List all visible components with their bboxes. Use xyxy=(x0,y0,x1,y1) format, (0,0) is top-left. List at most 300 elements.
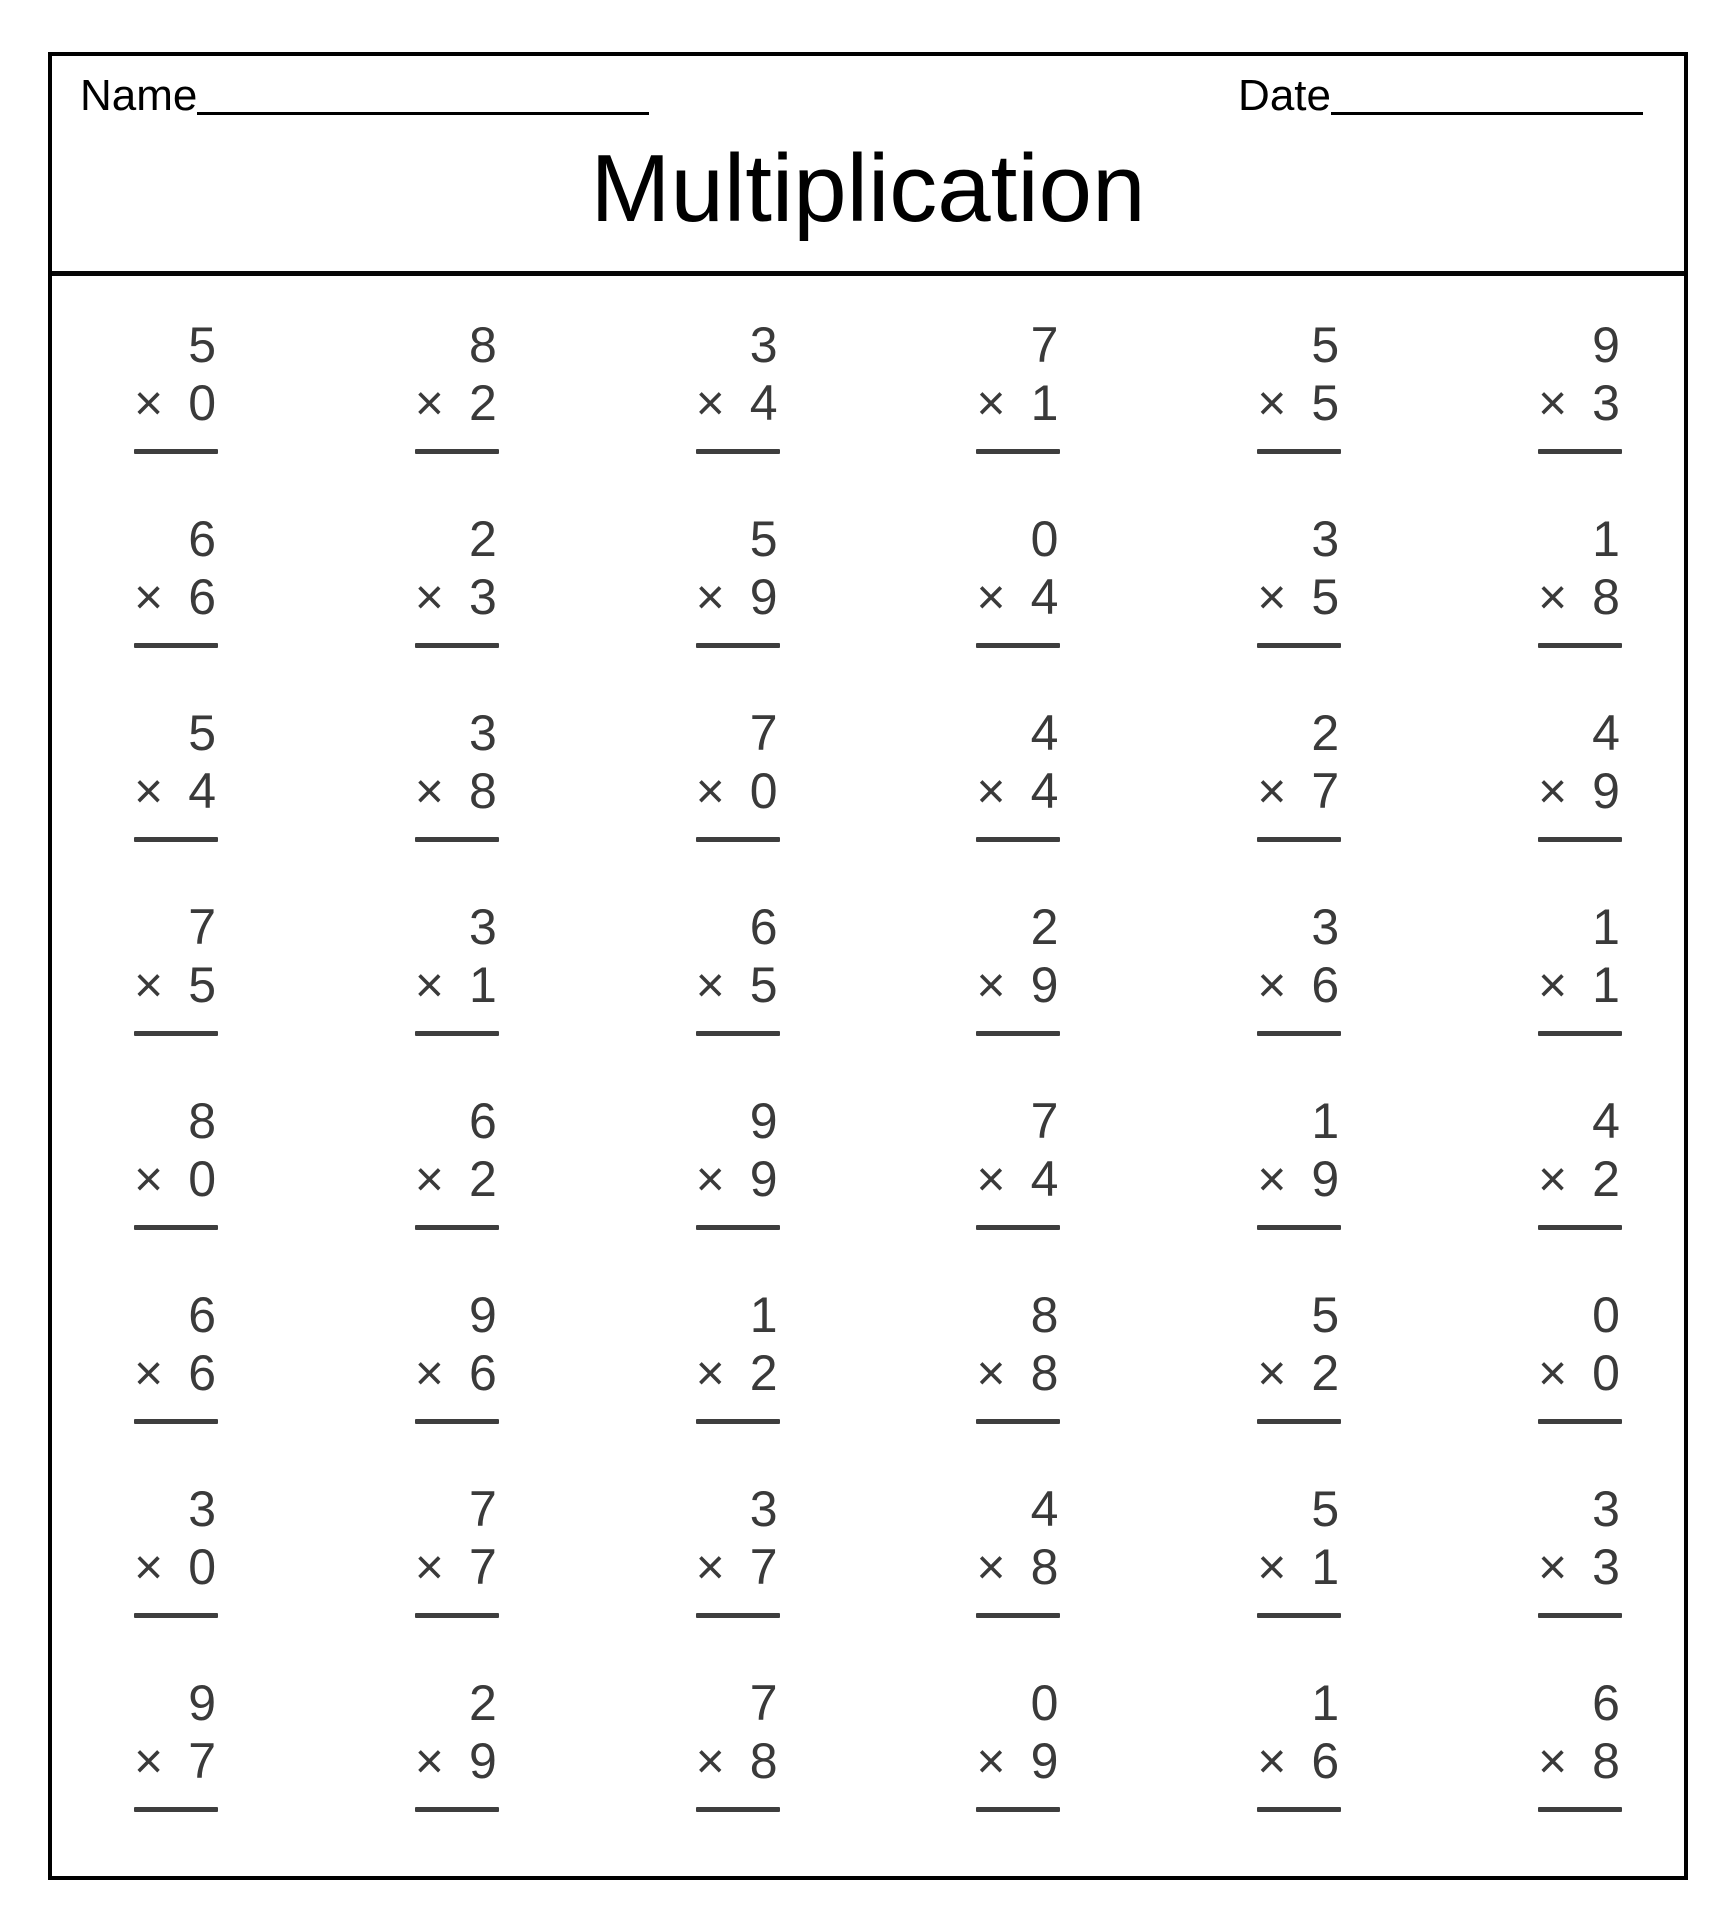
bottom-operand: 1 xyxy=(1030,375,1059,431)
top-operand: 7 xyxy=(1030,1093,1059,1149)
answer-line xyxy=(1257,1613,1341,1618)
answer-line xyxy=(134,1225,218,1230)
answer-line xyxy=(1538,837,1622,842)
times-sign: × xyxy=(695,1539,725,1595)
bottom-row xyxy=(1257,1732,1341,1790)
bottom-row xyxy=(134,762,218,820)
answer-line xyxy=(976,1807,1060,1812)
bottom-row xyxy=(1257,1150,1341,1208)
times-sign: × xyxy=(695,1151,725,1207)
bottom-row xyxy=(415,1344,499,1402)
bottom-operand: 9 xyxy=(1030,1733,1059,1789)
bottom-operand: 6 xyxy=(188,569,216,625)
bottom-row xyxy=(415,762,499,820)
bottom-operand: 4 xyxy=(1030,1151,1059,1207)
answer-line xyxy=(415,449,499,454)
problem-r8-c1 xyxy=(134,1674,218,1868)
problem-r5-c1 xyxy=(134,1092,218,1286)
bottom-row xyxy=(134,1150,218,1208)
problem-r8-c6 xyxy=(1538,1674,1622,1868)
bottom-row xyxy=(134,374,218,432)
times-sign: × xyxy=(1257,569,1287,625)
top-operand: 0 xyxy=(1030,1675,1059,1731)
answer-line xyxy=(696,1225,780,1230)
problem-r2-c6 xyxy=(1538,510,1622,704)
top-operand: 2 xyxy=(468,511,497,567)
bottom-row xyxy=(415,1538,499,1596)
top-operand: 5 xyxy=(749,511,778,567)
answer-line xyxy=(1538,1613,1622,1618)
problem-r8-c4 xyxy=(976,1674,1060,1868)
answer-line xyxy=(1257,449,1341,454)
times-sign: × xyxy=(134,957,164,1013)
answer-line xyxy=(1257,1807,1341,1812)
problem-r1-c1 xyxy=(134,316,218,510)
bottom-operand: 1 xyxy=(1592,957,1620,1013)
bottom-operand: 5 xyxy=(1311,375,1340,431)
top-operand: 6 xyxy=(188,1287,216,1343)
problem-r4-c1 xyxy=(134,898,218,1092)
times-sign: × xyxy=(1537,1539,1568,1595)
bottom-row xyxy=(976,1150,1060,1208)
bottom-row xyxy=(696,762,780,820)
times-sign: × xyxy=(976,1539,1006,1595)
bottom-row xyxy=(976,568,1060,626)
answer-line xyxy=(134,643,218,648)
top-operand: 3 xyxy=(188,1481,216,1537)
problem-r5-c3 xyxy=(696,1092,780,1286)
bottom-operand: 9 xyxy=(1030,957,1059,1013)
answer-line xyxy=(976,1419,1060,1424)
problem-r5-c5 xyxy=(1257,1092,1341,1286)
bottom-operand: 9 xyxy=(749,569,778,625)
name-blank-line xyxy=(197,112,649,115)
answer-line xyxy=(696,1419,780,1424)
times-sign: × xyxy=(976,1733,1006,1789)
times-sign: × xyxy=(414,1539,444,1595)
bottom-row xyxy=(1538,1538,1622,1596)
answer-line xyxy=(134,1419,218,1424)
bottom-operand: 7 xyxy=(188,1733,216,1789)
times-sign: × xyxy=(1257,1151,1287,1207)
problem-r8-c2 xyxy=(415,1674,499,1868)
bottom-operand: 9 xyxy=(1592,763,1620,819)
top-operand: 1 xyxy=(1311,1093,1340,1149)
bottom-row xyxy=(1257,374,1341,432)
problem-r4-c4 xyxy=(976,898,1060,1092)
top-operand: 5 xyxy=(188,317,216,373)
bottom-row xyxy=(415,568,499,626)
top-operand: 5 xyxy=(188,705,216,761)
top-operand: 7 xyxy=(1030,317,1059,373)
bottom-operand: 0 xyxy=(749,763,778,819)
top-operand: 4 xyxy=(1592,705,1620,761)
problem-r3-c1 xyxy=(134,704,218,898)
times-sign: × xyxy=(695,1345,725,1401)
bottom-row xyxy=(415,1150,499,1208)
answer-line xyxy=(1538,449,1622,454)
answer-line xyxy=(1257,1419,1341,1424)
bottom-operand: 6 xyxy=(1311,1733,1340,1789)
top-operand: 8 xyxy=(188,1093,216,1149)
problem-r2-c5 xyxy=(1257,510,1341,704)
bottom-row xyxy=(1538,762,1622,820)
times-sign: × xyxy=(1257,1539,1287,1595)
answer-line xyxy=(415,1419,499,1424)
times-sign: × xyxy=(1537,763,1568,819)
problem-r4-c2 xyxy=(415,898,499,1092)
bottom-row xyxy=(134,1538,218,1596)
top-operand: 5 xyxy=(1311,1481,1340,1537)
date-field xyxy=(1238,68,1643,124)
bottom-row xyxy=(134,956,218,1014)
problem-r4-c5 xyxy=(1257,898,1341,1092)
problem-r1-c4 xyxy=(976,316,1060,510)
bottom-operand: 3 xyxy=(1592,375,1620,431)
answer-line xyxy=(1538,1031,1622,1036)
answer-line xyxy=(976,449,1060,454)
times-sign: × xyxy=(1537,957,1568,1013)
bottom-operand: 8 xyxy=(1592,1733,1620,1789)
answer-line xyxy=(696,1807,780,1812)
name-label: Name xyxy=(80,71,198,120)
problem-r3-c5 xyxy=(1257,704,1341,898)
problem-r2-c3 xyxy=(696,510,780,704)
times-sign: × xyxy=(134,569,164,625)
date-blank-line xyxy=(1331,112,1643,115)
date-label: Date xyxy=(1238,71,1331,120)
times-sign: × xyxy=(1257,1345,1287,1401)
times-sign: × xyxy=(1537,375,1568,431)
top-operand: 2 xyxy=(468,1675,497,1731)
bottom-row xyxy=(976,1732,1060,1790)
bottom-row xyxy=(696,1150,780,1208)
bottom-operand: 8 xyxy=(1030,1539,1059,1595)
answer-line xyxy=(696,1613,780,1618)
bottom-operand: 9 xyxy=(468,1733,497,1789)
answer-line xyxy=(1257,643,1341,648)
top-operand: 6 xyxy=(188,511,216,567)
problem-r2-c4 xyxy=(976,510,1060,704)
top-operand: 1 xyxy=(1311,1675,1340,1731)
answer-line xyxy=(696,643,780,648)
bottom-operand: 4 xyxy=(749,375,778,431)
bottom-operand: 3 xyxy=(1592,1539,1620,1595)
answer-line xyxy=(134,1031,218,1036)
answer-line xyxy=(696,449,780,454)
times-sign: × xyxy=(1537,569,1568,625)
problem-r4-c3 xyxy=(696,898,780,1092)
top-operand: 6 xyxy=(468,1093,497,1149)
top-operand: 3 xyxy=(1311,899,1340,955)
top-operand: 2 xyxy=(1030,899,1059,955)
top-operand: 1 xyxy=(749,1287,778,1343)
bottom-row xyxy=(134,1344,218,1402)
problem-row-4 xyxy=(134,898,1622,1092)
times-sign: × xyxy=(414,375,444,431)
answer-line xyxy=(134,449,218,454)
bottom-operand: 6 xyxy=(188,1345,216,1401)
problem-r6-c3 xyxy=(696,1286,780,1480)
problem-r1-c2 xyxy=(415,316,499,510)
times-sign: × xyxy=(695,957,725,1013)
top-operand: 3 xyxy=(749,1481,778,1537)
times-sign: × xyxy=(414,1733,444,1789)
times-sign: × xyxy=(1257,763,1287,819)
top-operand: 9 xyxy=(749,1093,778,1149)
bottom-row xyxy=(1257,956,1341,1014)
bottom-row xyxy=(696,568,780,626)
problem-r7-c5 xyxy=(1257,1480,1341,1674)
answer-line xyxy=(1538,1225,1622,1230)
problem-r4-c6 xyxy=(1538,898,1622,1092)
problem-r2-c2 xyxy=(415,510,499,704)
bottom-operand: 5 xyxy=(1311,569,1340,625)
problem-row-8 xyxy=(134,1674,1622,1868)
worksheet-header xyxy=(52,56,1684,276)
bottom-row xyxy=(415,374,499,432)
top-operand: 3 xyxy=(468,705,497,761)
answer-line xyxy=(1538,1419,1622,1424)
bottom-operand: 4 xyxy=(1030,569,1059,625)
answer-line xyxy=(1257,837,1341,842)
times-sign: × xyxy=(414,1151,444,1207)
times-sign: × xyxy=(414,569,444,625)
top-operand: 3 xyxy=(1592,1481,1620,1537)
top-operand: 7 xyxy=(749,1675,778,1731)
problem-r2-c1 xyxy=(134,510,218,704)
times-sign: × xyxy=(695,569,725,625)
times-sign: × xyxy=(1537,1151,1568,1207)
times-sign: × xyxy=(1257,1733,1287,1789)
bottom-operand: 3 xyxy=(468,569,497,625)
top-operand: 7 xyxy=(468,1481,497,1537)
bottom-row xyxy=(976,374,1060,432)
top-operand: 6 xyxy=(1592,1675,1620,1731)
bottom-row xyxy=(976,956,1060,1014)
bottom-operand: 7 xyxy=(1311,763,1340,819)
top-operand: 0 xyxy=(1030,511,1059,567)
bottom-row xyxy=(1257,1538,1341,1596)
problem-r6-c4 xyxy=(976,1286,1060,1480)
problem-r7-c6 xyxy=(1538,1480,1622,1674)
worksheet-page xyxy=(48,52,1688,1880)
top-operand: 5 xyxy=(1311,317,1340,373)
times-sign: × xyxy=(695,763,725,819)
bottom-operand: 0 xyxy=(188,1539,216,1595)
bottom-operand: 0 xyxy=(1592,1345,1620,1401)
answer-line xyxy=(415,1807,499,1812)
answer-line xyxy=(976,1225,1060,1230)
times-sign: × xyxy=(976,375,1006,431)
top-operand: 3 xyxy=(1311,511,1340,567)
times-sign: × xyxy=(134,1539,164,1595)
top-operand: 1 xyxy=(1592,511,1620,567)
bottom-operand: 2 xyxy=(468,375,497,431)
problem-r3-c6 xyxy=(1538,704,1622,898)
times-sign: × xyxy=(134,1345,164,1401)
problem-row-3 xyxy=(134,704,1622,898)
problem-r7-c2 xyxy=(415,1480,499,1674)
bottom-row xyxy=(696,1732,780,1790)
header-id-row xyxy=(52,56,1684,124)
top-operand: 3 xyxy=(468,899,497,955)
bottom-operand: 8 xyxy=(468,763,497,819)
bottom-operand: 6 xyxy=(468,1345,497,1401)
problem-row-7 xyxy=(134,1480,1622,1674)
problems-grid xyxy=(52,276,1684,1868)
bottom-row xyxy=(1257,762,1341,820)
answer-line xyxy=(134,837,218,842)
times-sign: × xyxy=(976,1345,1006,1401)
times-sign: × xyxy=(414,957,444,1013)
problem-r7-c4 xyxy=(976,1480,1060,1674)
bottom-row xyxy=(1257,1344,1341,1402)
bottom-operand: 2 xyxy=(749,1345,778,1401)
problem-r7-c3 xyxy=(696,1480,780,1674)
problem-r5-c4 xyxy=(976,1092,1060,1286)
answer-line xyxy=(415,837,499,842)
top-operand: 8 xyxy=(1030,1287,1059,1343)
bottom-row xyxy=(134,1732,218,1790)
problem-r6-c6 xyxy=(1538,1286,1622,1480)
times-sign: × xyxy=(695,375,725,431)
times-sign: × xyxy=(695,1733,725,1789)
bottom-operand: 0 xyxy=(188,375,216,431)
answer-line xyxy=(976,837,1060,842)
answer-line xyxy=(415,1613,499,1618)
bottom-operand: 7 xyxy=(468,1539,497,1595)
times-sign: × xyxy=(134,763,164,819)
bottom-operand: 2 xyxy=(468,1151,497,1207)
top-operand: 4 xyxy=(1592,1093,1620,1149)
times-sign: × xyxy=(134,1151,164,1207)
top-operand: 4 xyxy=(1030,705,1059,761)
answer-line xyxy=(696,1031,780,1036)
bottom-row xyxy=(1538,1344,1622,1402)
bottom-row xyxy=(415,956,499,1014)
problem-r5-c2 xyxy=(415,1092,499,1286)
bottom-operand: 8 xyxy=(1592,569,1620,625)
problem-r1-c6 xyxy=(1538,316,1622,510)
bottom-row xyxy=(976,1538,1060,1596)
bottom-operand: 9 xyxy=(749,1151,778,1207)
problem-r5-c6 xyxy=(1538,1092,1622,1286)
answer-line xyxy=(976,1613,1060,1618)
problem-r1-c5 xyxy=(1257,316,1341,510)
answer-line xyxy=(1257,1225,1341,1230)
times-sign: × xyxy=(1537,1733,1568,1789)
bottom-operand: 7 xyxy=(749,1539,778,1595)
top-operand: 4 xyxy=(1030,1481,1059,1537)
times-sign: × xyxy=(976,569,1006,625)
problem-r6-c5 xyxy=(1257,1286,1341,1480)
bottom-row xyxy=(696,374,780,432)
times-sign: × xyxy=(976,1151,1006,1207)
bottom-operand: 0 xyxy=(188,1151,216,1207)
bottom-row xyxy=(1538,956,1622,1014)
problem-r8-c5 xyxy=(1257,1674,1341,1868)
bottom-operand: 4 xyxy=(1030,763,1059,819)
bottom-row xyxy=(1538,568,1622,626)
answer-line xyxy=(976,1031,1060,1036)
top-operand: 6 xyxy=(749,899,778,955)
answer-line xyxy=(696,837,780,842)
top-operand: 0 xyxy=(1592,1287,1620,1343)
problem-r6-c1 xyxy=(134,1286,218,1480)
bottom-row xyxy=(1538,1732,1622,1790)
answer-line xyxy=(134,1807,218,1812)
bottom-operand: 4 xyxy=(188,763,216,819)
bottom-operand: 5 xyxy=(188,957,216,1013)
times-sign: × xyxy=(1257,957,1287,1013)
bottom-row xyxy=(976,1344,1060,1402)
top-operand: 2 xyxy=(1311,705,1340,761)
answer-line xyxy=(415,1031,499,1036)
problem-r3-c4 xyxy=(976,704,1060,898)
problem-r7-c1 xyxy=(134,1480,218,1674)
bottom-operand: 6 xyxy=(1311,957,1340,1013)
times-sign: × xyxy=(134,375,164,431)
bottom-operand: 1 xyxy=(468,957,497,1013)
top-operand: 9 xyxy=(1592,317,1620,373)
top-operand: 7 xyxy=(188,899,216,955)
answer-line xyxy=(1538,643,1622,648)
answer-line xyxy=(415,643,499,648)
bottom-row xyxy=(1538,374,1622,432)
bottom-operand: 8 xyxy=(1030,1345,1059,1401)
top-operand: 9 xyxy=(188,1675,216,1731)
times-sign: × xyxy=(134,1733,164,1789)
top-operand: 9 xyxy=(468,1287,497,1343)
bottom-row xyxy=(696,956,780,1014)
times-sign: × xyxy=(976,763,1006,819)
bottom-row xyxy=(415,1732,499,1790)
problem-r3-c3 xyxy=(696,704,780,898)
bottom-operand: 8 xyxy=(749,1733,778,1789)
bottom-operand: 2 xyxy=(1311,1345,1340,1401)
times-sign: × xyxy=(414,1345,444,1401)
problem-r3-c2 xyxy=(415,704,499,898)
top-operand: 7 xyxy=(749,705,778,761)
answer-line xyxy=(134,1613,218,1618)
bottom-row xyxy=(976,762,1060,820)
worksheet-title: Multiplication xyxy=(590,135,1146,242)
top-operand: 1 xyxy=(1592,899,1620,955)
problem-row-1 xyxy=(134,316,1622,510)
problem-r8-c3 xyxy=(696,1674,780,1868)
answer-line xyxy=(1257,1031,1341,1036)
bottom-row xyxy=(1538,1150,1622,1208)
problem-row-6 xyxy=(134,1286,1622,1480)
problem-row-2 xyxy=(134,510,1622,704)
top-operand: 3 xyxy=(749,317,778,373)
bottom-row xyxy=(696,1538,780,1596)
top-operand: 8 xyxy=(468,317,497,373)
bottom-operand: 9 xyxy=(1311,1151,1340,1207)
times-sign: × xyxy=(1537,1345,1568,1401)
top-operand: 5 xyxy=(1311,1287,1340,1343)
problem-r1-c3 xyxy=(696,316,780,510)
bottom-row xyxy=(696,1344,780,1402)
name-field xyxy=(80,68,649,124)
answer-line xyxy=(976,643,1060,648)
problem-row-5 xyxy=(134,1092,1622,1286)
answer-line xyxy=(415,1225,499,1230)
bottom-row xyxy=(134,568,218,626)
bottom-operand: 1 xyxy=(1311,1539,1340,1595)
times-sign: × xyxy=(414,763,444,819)
